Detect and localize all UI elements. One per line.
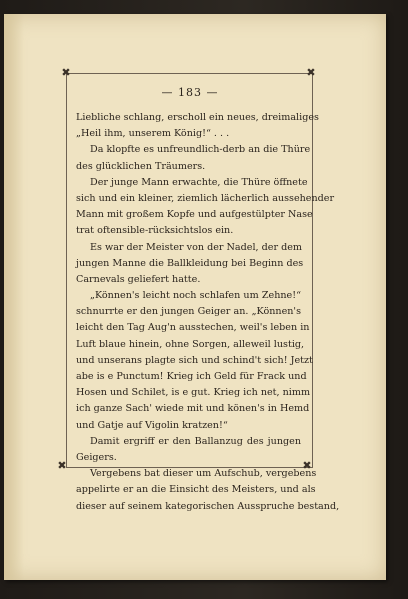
corner-ornament-icon: ✖	[57, 459, 67, 472]
text-line: des glücklichen Träumers.	[76, 160, 206, 172]
text-line: ich ganze Sach' wiede mit und könen's in Hemd	[76, 403, 310, 415]
text-line: Da klopfte es unfreundlich-derb an die Thüre	[90, 144, 311, 156]
text-line: Liebliche schlang, erscholl ein neues, dreimaliges	[76, 112, 319, 123]
page-gutter-shadow	[4, 14, 24, 580]
text-line: und unserans plagte sich und schind't sich! Jetzt	[76, 354, 313, 366]
text-line: Mann mit großem Kopfe und aufgestülpter Nase	[76, 209, 313, 221]
corner-ornament-icon: ✖	[61, 66, 71, 79]
text-line: schnurrte er den jungen Geiger an. „Können's	[76, 306, 301, 318]
text-line: Der junge Mann erwachte, die Thüre öffnete	[90, 176, 308, 188]
text-line: abe is e Punctum! Krieg ich Geld für Frack und	[76, 371, 307, 382]
text-line: Geigers.	[76, 451, 117, 463]
text-line: trat oftensible-rücksichtslos ein.	[76, 225, 234, 237]
text-line: Carnevals geliefert hatte.	[76, 273, 201, 285]
page-number: — 183 —	[161, 86, 219, 99]
text-line: Damit ergriff er den Ballanzug des jungen	[90, 435, 301, 447]
corner-ornament-icon: ✖	[302, 459, 312, 472]
text-line: Es war der Meister von der Nadel, der dem	[90, 241, 303, 253]
text-line: sich und ein kleiner, ziemlich lächerlich aussehender	[76, 192, 335, 204]
text-line: „Können's leicht noch schlafen um Zehne!“	[90, 290, 301, 302]
text-line: Hosen und Schilet, is e gut. Krieg ich net, nimm	[76, 387, 311, 399]
text-line: appelirte er an die Einsicht des Meisters, und als	[76, 484, 316, 496]
text-line: dieser auf seinem kategorischen Ausspruche bestand,	[76, 500, 340, 512]
text-line: Vergebens bat dieser um Aufschub, vergebens	[90, 468, 317, 480]
text-line: jungen Manne die Ballkleidung bei Beginn des	[76, 257, 304, 269]
text-line: „Heil ihm, unserem König!“ . . .	[76, 128, 230, 140]
text-line: leicht den Tag Aug'n ausstechen, weil's leben in	[76, 322, 310, 334]
text-line: Luft blaue hinein, ohne Sorgen, alleweil lustig,	[76, 338, 305, 350]
corner-ornament-icon: ✖	[306, 66, 316, 79]
text-line: und Gatje auf Vigolin kratzen!“	[76, 419, 228, 431]
body-text	[76, 110, 340, 515]
